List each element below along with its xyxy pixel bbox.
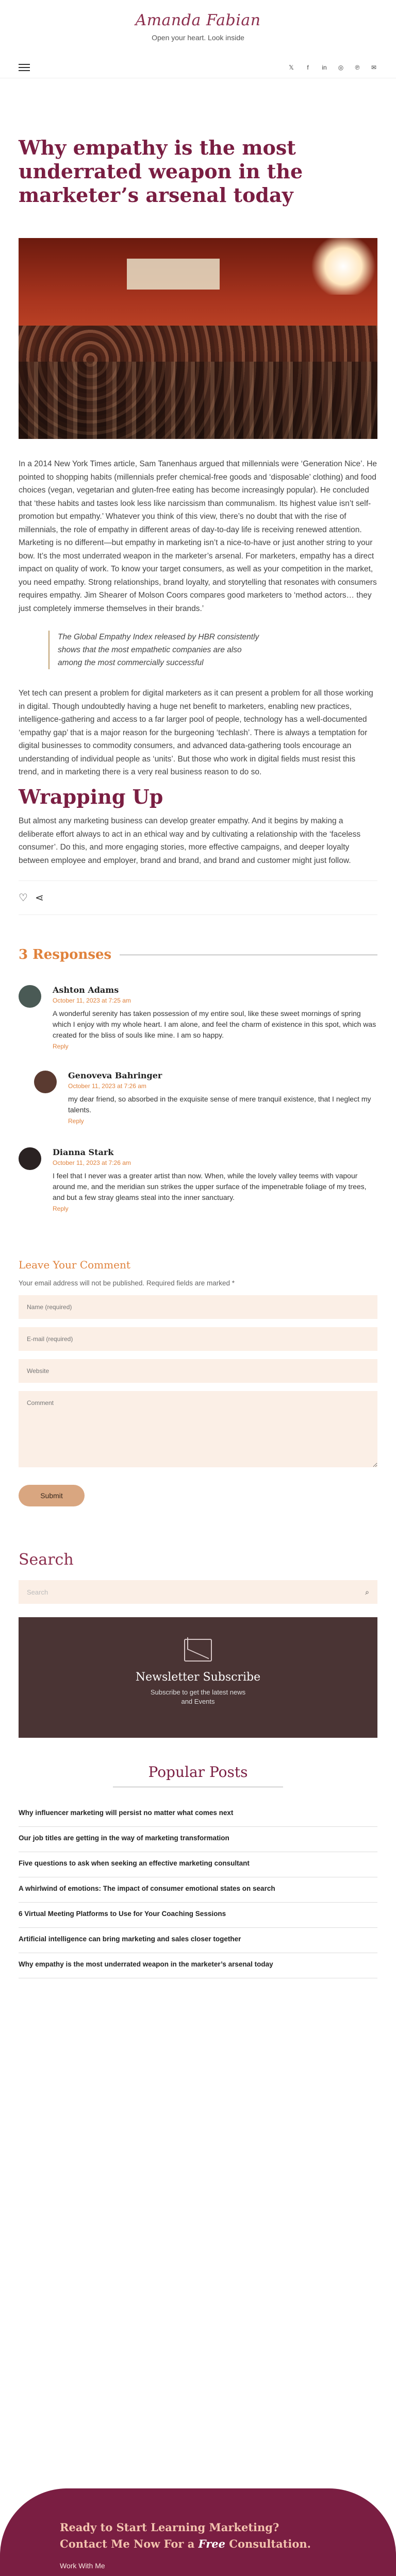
instagram-icon[interactable]: ◎ xyxy=(338,63,344,71)
site-header xyxy=(0,0,396,57)
newsletter-widget xyxy=(19,1617,377,1738)
avatar xyxy=(19,1147,41,1170)
reply-link[interactable]: Reply xyxy=(53,1205,69,1212)
share-icon[interactable]: ⋖ xyxy=(35,892,44,904)
submit-button[interactable]: Submit xyxy=(19,1485,85,1506)
cta-section xyxy=(0,2488,396,2576)
popular-post-link[interactable]: 6 Virtual Meeting Platforms to Use for Your Coaching Sessions xyxy=(19,1903,377,1928)
comment xyxy=(19,985,377,1050)
mail-icon[interactable]: ✉ xyxy=(371,63,377,71)
post-paragraph: In a 2014 New York Times article, Sam Tanenhaus argued that millennials were ‘Generation Nice’. He pointed to shopping habits (millennials prefer chemical-free goods and ‘disposable’ clothing) and food choices (vegan, vegetarian and gluten-free eating has become increasingly popular). He concluded that ‘these habits and tastes look less like narcissism than communalism. Its highest value isn’t self-promotion but empathy.’ Whatever you think of this view, there’s no doubt that with the rise of millennials, the role of empathy in different areas of day-to-day life is receiving renewed attention. Marketing is no different—but empathy in marketing isn’t a nice-to-have or just another string to your bow. It’s the most underrated weapon in the marketer’s arsenal. For marketers, empathy has a direct impact on quality of work. To know your target consumers, as well as your competition in the market, you need empathy. Strong relationships, brand loyalty, and storytelling that resonates with consumers requires empathy. Jim Shearer of Molson Coors compares good marketers to ‘method actors… they just completely immerse themselves in their brands.’ xyxy=(19,460,377,613)
comment xyxy=(19,1147,377,1212)
popular-post-link[interactable]: Why influencer marketing will persist no matter what comes next xyxy=(19,1802,377,1827)
facebook-icon[interactable]: f xyxy=(307,63,309,71)
newsletter-subtitle: Subscribe to get the latest news and Events xyxy=(150,1688,246,1705)
comments-heading: 3 Responses xyxy=(19,947,112,962)
popular-posts-title: Popular Posts xyxy=(148,1764,248,1781)
comment-form-title: Leave Your Comment xyxy=(19,1259,130,1271)
avatar xyxy=(34,1071,57,1093)
email-field[interactable] xyxy=(19,1327,377,1351)
cta-line-1: Ready to Start Learning Marketing? xyxy=(60,2521,279,2534)
top-bar xyxy=(0,57,396,78)
search-placeholder: Search xyxy=(27,1588,48,1596)
avatar xyxy=(19,985,41,1008)
post-content xyxy=(19,457,377,867)
cta-free: Free xyxy=(198,2537,225,2550)
comment-author: Genoveva Bahringer xyxy=(68,1071,162,1080)
hero-image xyxy=(19,238,377,439)
comment-form-note: Your email address will not be published. Required fields are marked * xyxy=(19,1279,235,1287)
name-field[interactable] xyxy=(19,1295,377,1319)
search-widget xyxy=(19,1551,377,1604)
comment-date[interactable]: October 11, 2023 at 7:25 am xyxy=(53,997,131,1004)
comment-text: I feel that I never was a greater artist than now. When, while the lovely valley teems with vapour around me, and the meridian sun strikes the upper surface of the impenetrable foliage of my trees, and but a few stray gleams steal into the inner sanctuary. xyxy=(53,1172,367,1201)
post-actions xyxy=(19,880,377,915)
post-subheading: Wrapping Up xyxy=(19,785,163,808)
website-field[interactable] xyxy=(19,1359,377,1383)
comment-field[interactable] xyxy=(19,1391,377,1467)
popular-posts xyxy=(19,1764,377,1978)
popular-post-link[interactable]: Five questions to ask when seeking an effective marketing consultant xyxy=(19,1852,377,1877)
search-input[interactable] xyxy=(19,1580,377,1604)
comment-date[interactable]: October 11, 2023 at 7:26 am xyxy=(53,1159,131,1166)
menu-icon[interactable] xyxy=(19,64,30,71)
post-quote: The Global Empathy Index released by HBR consistently shows that the most empathetic companies are also among the most commercially successful xyxy=(48,631,265,669)
comment-author: Ashton Adams xyxy=(53,985,119,995)
site-title[interactable]: Amanda Fabian xyxy=(135,11,261,29)
popular-post-link[interactable]: Our job titles are getting in the way of marketing transformation xyxy=(19,1827,377,1852)
article xyxy=(0,136,396,1978)
cta-line-2-after: Consultation. xyxy=(225,2537,311,2550)
reply-link[interactable]: Reply xyxy=(68,1117,84,1125)
cta-heading xyxy=(60,2519,396,2552)
popular-post-link[interactable]: A whirlwind of emotions: The impact of consumer emotional states on search xyxy=(19,1877,377,1903)
pinterest-icon[interactable]: ℗ xyxy=(355,63,360,71)
comment xyxy=(34,1071,377,1125)
reply-link[interactable]: Reply xyxy=(53,1043,69,1050)
footer xyxy=(0,2572,396,2576)
twitter-icon[interactable]: 𝕏 xyxy=(289,63,294,71)
comments-section xyxy=(19,947,377,1212)
heart-icon[interactable]: ♡ xyxy=(19,892,28,904)
header-social-links xyxy=(288,64,377,71)
comment-text: my dear friend, so absorbed in the exquisite sense of mere tranquil existence, that I neglect my talents. xyxy=(68,1095,371,1114)
newsletter-title: Newsletter Subscribe xyxy=(135,1671,261,1684)
comment-author: Dianna Stark xyxy=(53,1147,114,1157)
post-paragraph: But almost any marketing business can develop greater empathy. And it begins by making a deliberate effort always to act in an ethical way and by cultivating a relationship with the ‘faceless consumer’. Do this, and more engaging stories, more effective campaigns, and deeper loyalty between employee and employer, brand and brand, and brand and customer might just follow. xyxy=(19,817,361,865)
popular-post-link[interactable]: Why empathy is the most underrated weapon in the marketer’s arsenal today xyxy=(19,1953,377,1978)
linkedin-icon[interactable]: in xyxy=(322,63,327,71)
popular-post-link[interactable]: Artificial intelligence can bring marketing and sales closer together xyxy=(19,1928,377,1953)
envelope-icon xyxy=(184,1639,212,1662)
cta-work-with-me: Work With Me xyxy=(60,2562,105,2570)
search-icon[interactable]: ⌕ xyxy=(365,1587,369,1596)
cta-line-2-before: Contact Me Now For a xyxy=(60,2537,199,2550)
comment-form xyxy=(19,1259,377,1506)
comment-date[interactable]: October 11, 2023 at 7:26 am xyxy=(68,1082,146,1090)
search-title: Search xyxy=(19,1551,74,1569)
site-tagline: Open your heart. Look inside xyxy=(152,33,244,42)
comment-text: A wonderful serenity has taken possession of my entire soul, like these sweet mornings of spring which I enjoy with my whole heart. I am alone, and feel the charm of existence in this spot, which was created for the bliss of souls like mine. I am so happy. xyxy=(53,1009,376,1039)
post-title: Why empathy is the most underrated weapon in the marketer’s arsenal today xyxy=(19,136,303,207)
post-paragraph: Yet tech can present a problem for digital marketers as it can present a problem for all those working in digital. Though undoubtedly having a huge net benefit to marketers, enabling new practices, intelligence-gathering and access to a far larger pool of people, technology has a well-documented ‘empathy gap’ that is a major reason for the burgeoning ‘techlash’. There is always a temptation for digital businesses to commodity consumers, and advanced data-gathering tools encourage an understanding of individual people as ‘units’. But those who work in digital fields must resist this trend, and in marketing there is a very real business reason to do so. xyxy=(19,689,373,776)
